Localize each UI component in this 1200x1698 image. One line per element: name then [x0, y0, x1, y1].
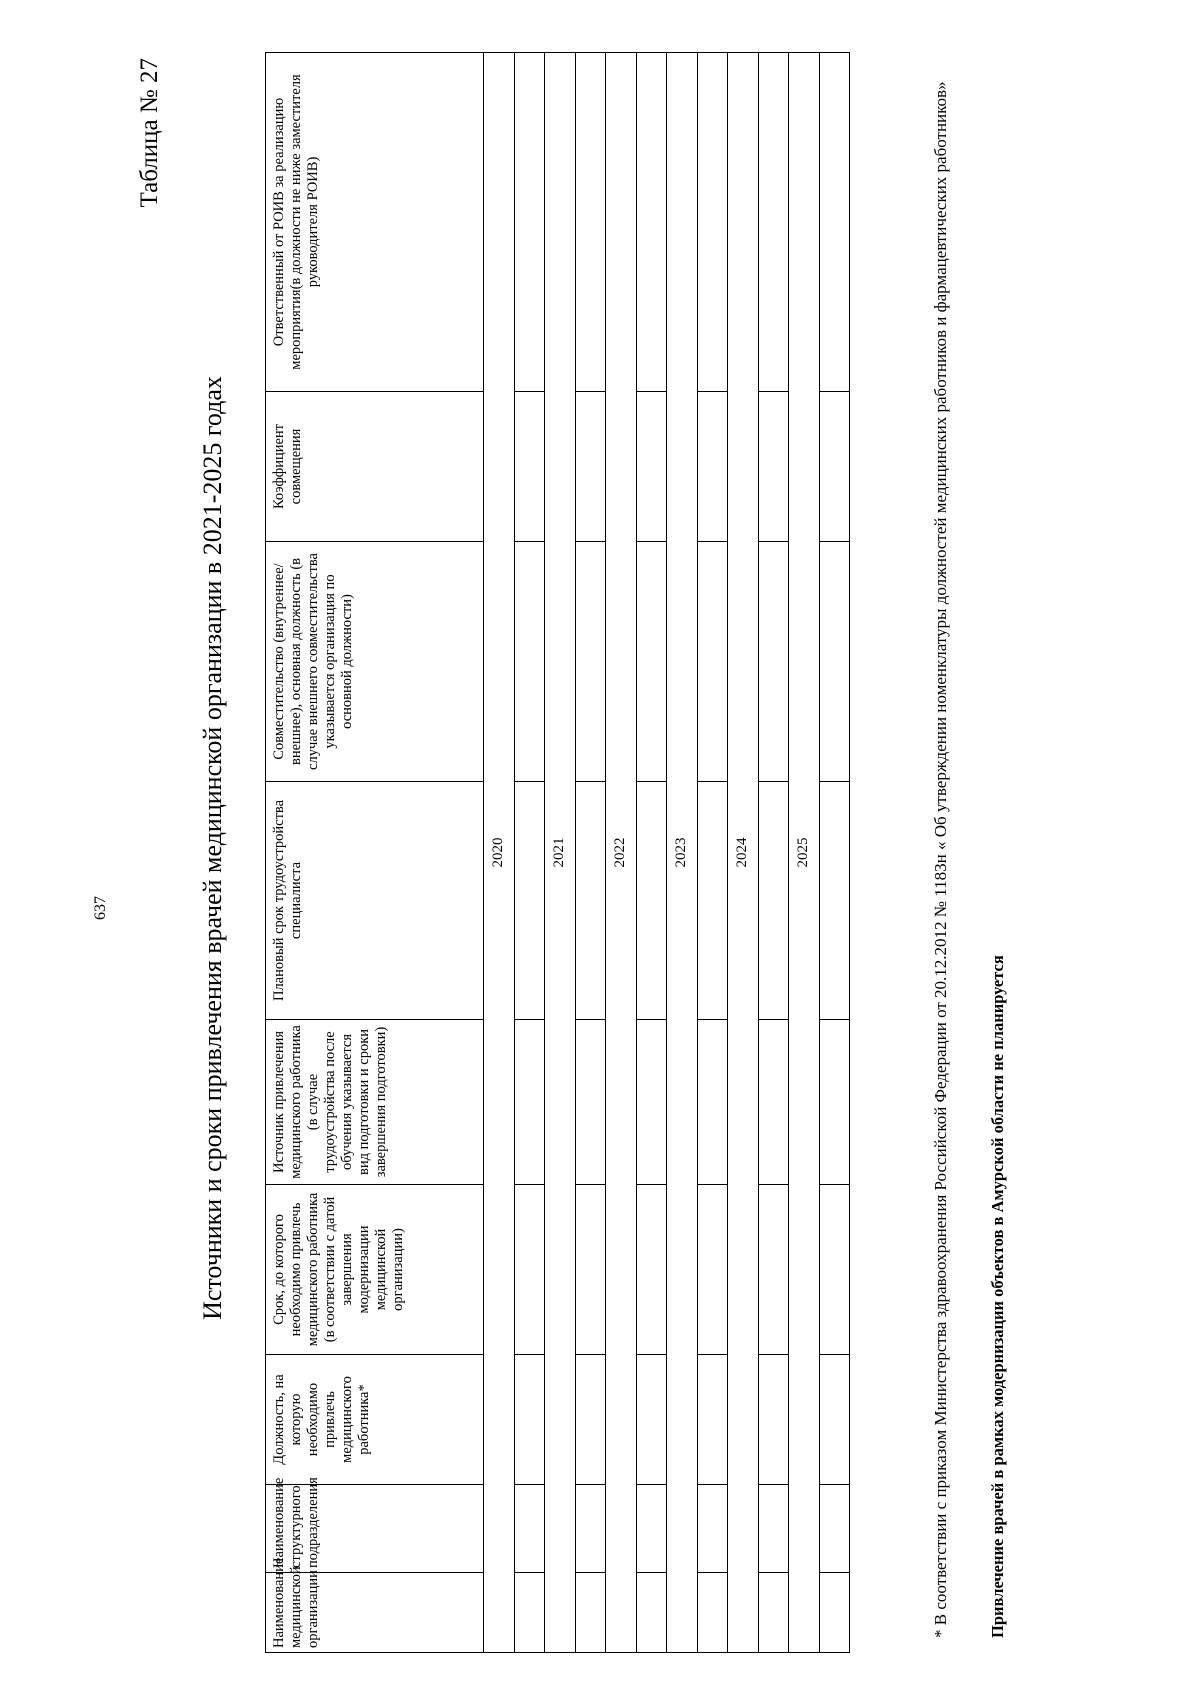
- year-cell: 2024: [728, 53, 759, 1653]
- footnote: * В соответствии с приказом Министерства здравоохранения Российской Федерации от 20.12.2012 № 1183н « Об утверждении номенклатуры должностей медицинских работников и фармацевтических работников»: [931, 81, 950, 1638]
- table-row: [819, 53, 850, 1653]
- recruitment-table: [265, 52, 850, 1653]
- year-row: [728, 53, 759, 1653]
- column-header: Наименование медицинской организации: [266, 1573, 484, 1653]
- year-cell: 2020: [484, 53, 515, 1653]
- footer-note: Привлечение врачей в рамках модернизации объектов в Амурской области не планируется: [988, 955, 1007, 1638]
- table-row: [697, 53, 728, 1653]
- column-header: Коэффициент совмещения: [266, 392, 484, 542]
- column-header: Ответственный от РОИВ за реализацию мероприятия(в должности не ниже заместителя руководителя РОИВ): [266, 53, 484, 392]
- column-header: Плановый срок трудоустройства специалиста: [266, 782, 484, 1020]
- year-cell: 2025: [789, 53, 820, 1653]
- year-cell: 2022: [606, 53, 637, 1653]
- column-header: Срок, до которого необходимо привлечь медицинского работника (в соответствии с датой завершения модернизации медицинской организации): [266, 1185, 484, 1355]
- page-number: 637: [92, 896, 109, 920]
- header-row: [266, 53, 484, 1653]
- table-row: [636, 53, 667, 1653]
- column-header: Источник привлечения медицинского работника (в случае трудоустройства после обучения указывается вид подготовки и сроки завершения подготовки): [266, 1020, 484, 1185]
- table-row: [575, 53, 606, 1653]
- document-title: Источники и сроки привлечения врачей медицинской организации в 2021-2025 годах: [198, 376, 227, 1320]
- year-row: [667, 53, 698, 1653]
- year-cell: 2023: [667, 53, 698, 1653]
- year-row: [545, 53, 576, 1653]
- year-row: [606, 53, 637, 1653]
- year-row: [484, 53, 515, 1653]
- column-header: Наименование структурного подразделения: [266, 1485, 484, 1573]
- table-row: [514, 53, 545, 1653]
- table-label: Таблица № 27: [136, 58, 163, 208]
- column-header: Должность, на которую необходимо привлечь медицинского работника*: [266, 1355, 484, 1485]
- year-row: [789, 53, 820, 1653]
- column-header: Совместительство (внутреннее/внешнее), основная должность (в случае внешнего совместительства указывается организация по основной должности): [266, 542, 484, 782]
- year-cell: 2021: [545, 53, 576, 1653]
- table-row: [758, 53, 789, 1653]
